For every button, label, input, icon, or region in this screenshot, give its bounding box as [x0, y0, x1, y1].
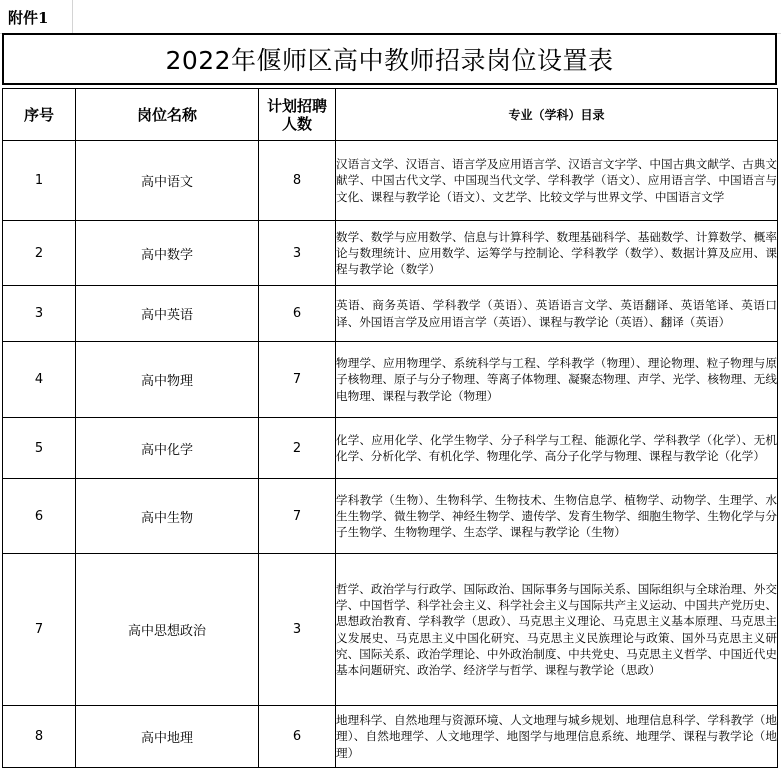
- header-majors: 专业（学科）目录: [336, 89, 778, 141]
- cell-count: 7: [259, 479, 336, 554]
- table-row: [3, 286, 778, 342]
- attachment-label: 附件1: [8, 9, 49, 27]
- header-planned-line1: 计划招聘: [266, 96, 327, 115]
- positions-table: [2, 88, 778, 768]
- cell-majors: 学科教学（生物）、生物科学、生物技术、生物信息学、植物学、动物学、生理学、水生生物学、微生物学、神经生物学、遗传学、发育生物学、细胞生物学、生物化学与分子生物学、生物物理学、生态学、课程与教学论（生物）: [336, 479, 778, 554]
- cell-seq: 8: [3, 706, 76, 768]
- grid-line: [72, 0, 73, 34]
- cell-seq: 2: [3, 221, 76, 286]
- cell-majors: 物理学、应用物理学、系统科学与工程、学科教学（物理）、理论物理、粒子物理与原子核物理、原子与分子物理、等离子体物理、凝聚态物理、声学、光学、核物理、无线电物理、课程与教学论（物理）: [336, 342, 778, 418]
- cell-majors: 哲学、政治学与行政学、国际政治、国际事务与国际关系、国际组织与全球治理、外交学、中国哲学、科学社会主义、科学社会主义与国际共产主义运动、中国共产党历史、思想政治教育、学科教学（思政）、马克思主义理论、马克思主义基本原理、马克思主义发展史、马克思主义中国化研究、马克思主义民族理论与政策、国外马克思主义研究、国际关系、政治学理论、中外政治制度、中共党史、马克思主义哲学、中国近代史基本问题研究、政治学、经济学与哲学、课程与教学论（思政）: [336, 554, 778, 706]
- cell-seq: 4: [3, 342, 76, 418]
- cell-seq: 3: [3, 286, 76, 342]
- table-row: [3, 221, 778, 286]
- cell-position: 高中数学: [76, 221, 259, 286]
- cell-majors: 化学、应用化学、化学生物学、分子科学与工程、能源化学、学科教学（化学）、无机化学、分析化学、有机化学、物理化学、高分子化学与物理、课程与教学论（化学）: [336, 418, 778, 479]
- table-row: [3, 141, 778, 221]
- cell-position: 高中语文: [76, 141, 259, 221]
- cell-seq: 5: [3, 418, 76, 479]
- cell-position: 高中生物: [76, 479, 259, 554]
- sheet-top-row: [0, 0, 781, 34]
- cell-majors: 地理科学、自然地理与资源环境、人文地理与城乡规划、地理信息科学、学科教学（地理）、自然地理学、人文地理学、地图学与地理信息系统、地理学、课程与教学论（地理）: [336, 706, 778, 768]
- header-row: [3, 89, 778, 141]
- cell-count: 3: [259, 221, 336, 286]
- cell-majors: 英语、商务英语、学科教学（英语）、英语语言文学、英语翻译、英语笔译、英语口译、外国语言学及应用语言学（英语）、课程与教学论（英语）、翻译（英语）: [336, 286, 778, 342]
- cell-count: 8: [259, 141, 336, 221]
- header-planned-count: [259, 89, 336, 141]
- cell-count: 6: [259, 286, 336, 342]
- cell-position: 高中英语: [76, 286, 259, 342]
- cell-count: 2: [259, 418, 336, 479]
- table-title: [2, 33, 777, 85]
- header-position: 岗位名称: [76, 89, 259, 141]
- table-row: [3, 342, 778, 418]
- cell-position: 高中地理: [76, 706, 259, 768]
- table-row: [3, 554, 778, 706]
- cell-position: 高中物理: [76, 342, 259, 418]
- cell-seq: 7: [3, 554, 76, 706]
- cell-majors: 汉语言文学、汉语言、语言学及应用语言学、汉语言文字学、中国古典文献学、古典文献学、中国古代文学、中国现当代文学、学科教学（语文）、应用语言学、中国语言与文化、课程与教学论（语文）、文艺学、比较文学与世界文学、中国语言文学: [336, 141, 778, 221]
- header-seq: 序号: [3, 89, 76, 141]
- cell-seq: 6: [3, 479, 76, 554]
- cell-majors: 数学、数学与应用数学、信息与计算科学、数理基础科学、基础数学、计算数学、概率论与数理统计、应用数学、运筹学与控制论、学科教学（数学）、数据计算及应用、课程与教学论（数学）: [336, 221, 778, 286]
- cell-seq: 1: [3, 141, 76, 221]
- cell-count: 3: [259, 554, 336, 706]
- cell-count: 7: [259, 342, 336, 418]
- table-row: [3, 479, 778, 554]
- cell-position: 高中化学: [76, 418, 259, 479]
- table-row: [3, 706, 778, 768]
- table-row: [3, 418, 778, 479]
- title-text: 2022年偃师区高中教师招录岗位设置表: [165, 46, 614, 75]
- cell-position: 高中思想政治: [76, 554, 259, 706]
- cell-count: 6: [259, 706, 336, 768]
- header-planned-line2: 人数: [281, 114, 312, 133]
